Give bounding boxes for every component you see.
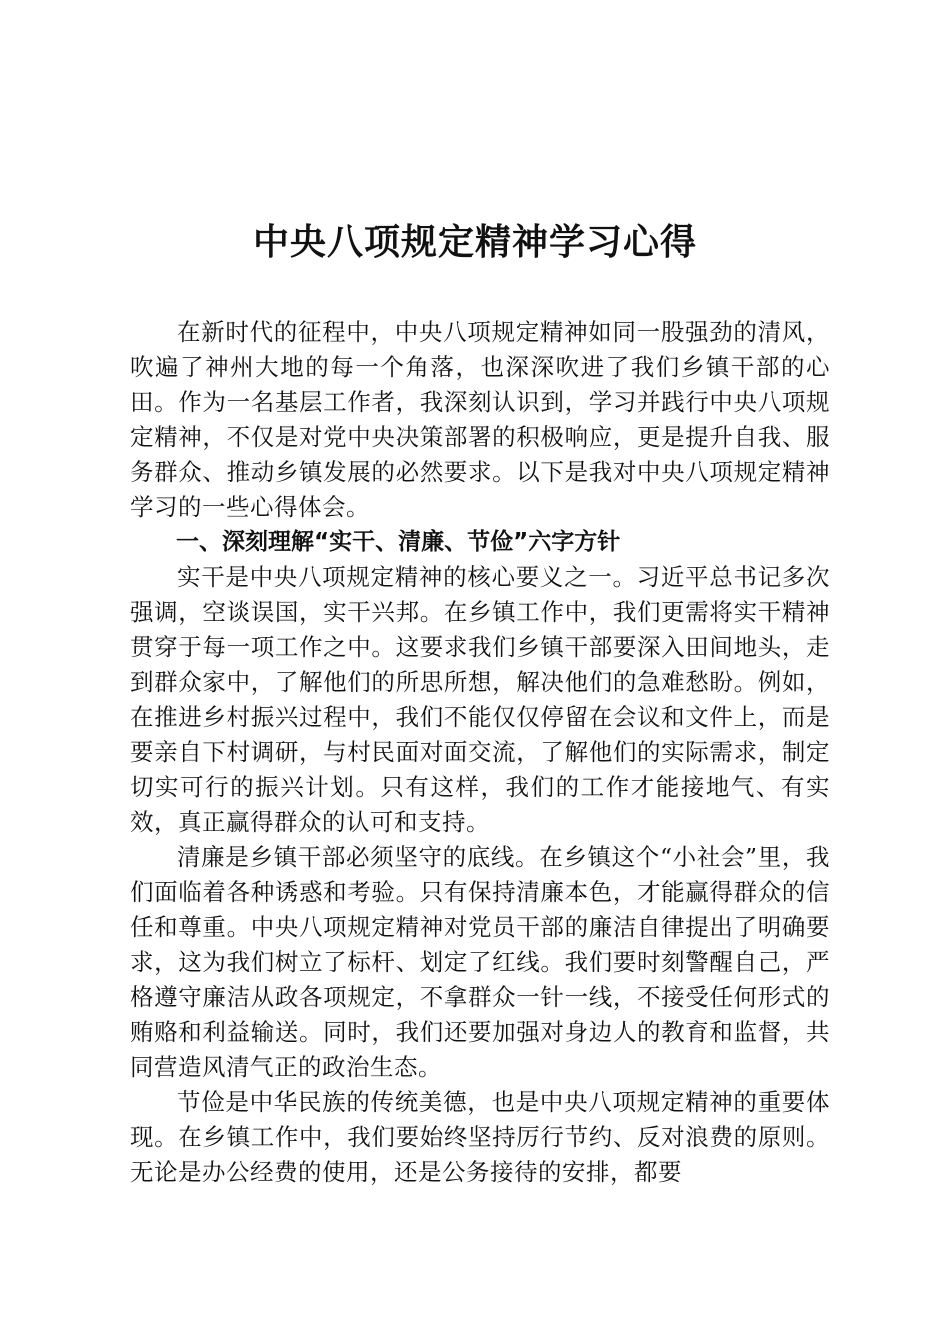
document-title: 中央八项规定精神学习心得 bbox=[252, 221, 697, 263]
section-heading: 一、深刻理解“实干、清廉、节俭”六字方针 bbox=[176, 529, 621, 555]
paragraph-qinglian: 清廉是乡镇干部必须坚守的底线。在乡镇这个“小社会”里，我们面临着各种诱惑和考验。只有保持清廉本色，才能赢得群众的信任和尊重。中央八项规定精神对党员干部的廉洁自律提出了明确要求，这为我们树立了标杆、划定了红线。我们要时刻警醒自己，严格遵守廉洁从政各项规定，不拿群众一针一线，不接受任何形式的贿赂和利益输送。同时，我们还要加强对身边人的教育和监督，共同营造风清气正的政治生态。 bbox=[130, 843, 830, 1081]
document-body bbox=[130, 315, 830, 1190]
intro-paragraph: 在新时代的征程中，中央八项规定精神如同一股强劲的清风，吹遍了神州大地的每一个角落，也深深吹进了我们乡镇干部的心田。作为一名基层工作者，我深刻认识到，学习并践行中央八项规定精神，不仅是对党中央决策部署的积极响应，更是提升自我、服务群众、推动乡镇发展的必然要求。以下是我对中央八项规定精神学习的一些心得体会。 bbox=[130, 318, 830, 521]
paragraph-shigan: 实干是中央八项规定精神的核心要义之一。习近平总书记多次强调，空谈误国，实干兴邦。在乡镇工作中，我们更需将实干精神贯穿于每一项工作之中。这要求我们乡镇干部要深入田间地头，走到群众家中，了解他们的所思所想，解决他们的急难愁盼。例如，在推进乡村振兴过程中，我们不能仅仅停留在会议和文件上，而是要亲自下村调研，与村民面对面交流，了解他们的实际需求，制定切实可行的振兴计划。只有这样，我们的工作才能接地气、有实效，真正赢得群众的认可和支持。 bbox=[130, 563, 830, 836]
paragraph-jiejian: 节俭是中华民族的传统美德，也是中央八项规定精神的重要体现。在乡镇工作中，我们要始终坚持厉行节约、反对浪费的原则。无论是办公经费的使用，还是公务接待的安排，都要 bbox=[130, 1088, 830, 1186]
